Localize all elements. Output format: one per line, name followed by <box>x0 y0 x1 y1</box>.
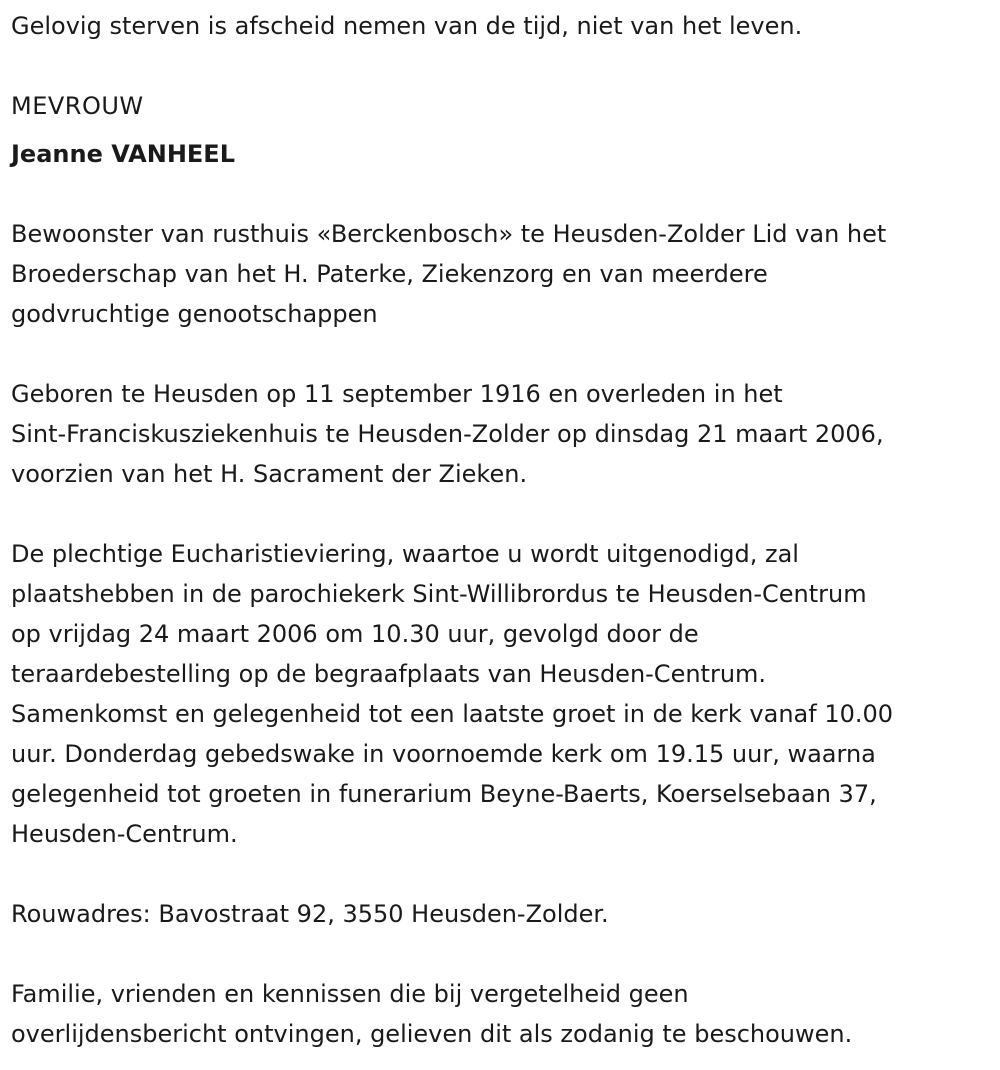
spacer <box>11 934 991 974</box>
spacer <box>11 854 991 894</box>
spacer <box>11 46 991 86</box>
deceased-name: Jeanne VANHEEL <box>11 140 235 168</box>
honorific-title: MEVROUW <box>11 92 144 120</box>
birth-death-paragraph: Geboren te Heusden op 11 september 1916 en overleden in het Sint-Franciskusziekenhuis te Heusden-Zolder op dinsdag 21 maart 2006, voorzien van het H. Sacrament der Zieken. <box>11 380 884 488</box>
ceremony-paragraph: De plechtige Eucharistieviering, waartoe u wordt uitgenodigd, zal plaatshebben in de parochiekerk Sint-Willibrordus te Heusden-Centrum op vrijdag 24 maart 2006 om 10.30 uur, gevolgd door de teraardebestelling op de begraafplaats van Heusden-Centrum. Samenkomst en gelegenheid tot een laatste groet in de kerk vanaf 10.00 uur. Donderdag gebedswake in voornoemde kerk om 19.15 uur, waarna gelegenheid tot groeten in funerarium Beyne-Baerts, Koerselsebaan 37, Heusden-Centrum. <box>11 540 894 848</box>
residence-paragraph: Bewoonster van rusthuis «Berckenbosch» te Heusden-Zolder Lid van het Broederschap van het H. Paterke, Ziekenzorg en van meerdere godvruchtige genootschappen <box>11 220 887 328</box>
motto-text: Gelovig sterven is afscheid nemen van de tijd, niet van het leven. <box>11 12 803 40</box>
notice-paragraph: Familie, vrienden en kennissen die bij vergetelheid geen overlijdensbericht ontvingen, gelieven dit als zodanig te beschouwen. <box>11 980 853 1048</box>
spacer <box>11 174 991 214</box>
spacer <box>11 494 991 534</box>
address-paragraph: Rouwadres: Bavostraat 92, 3550 Heusden-Zolder. <box>11 900 609 928</box>
spacer <box>11 334 991 374</box>
obituary-document <box>11 6 991 1054</box>
